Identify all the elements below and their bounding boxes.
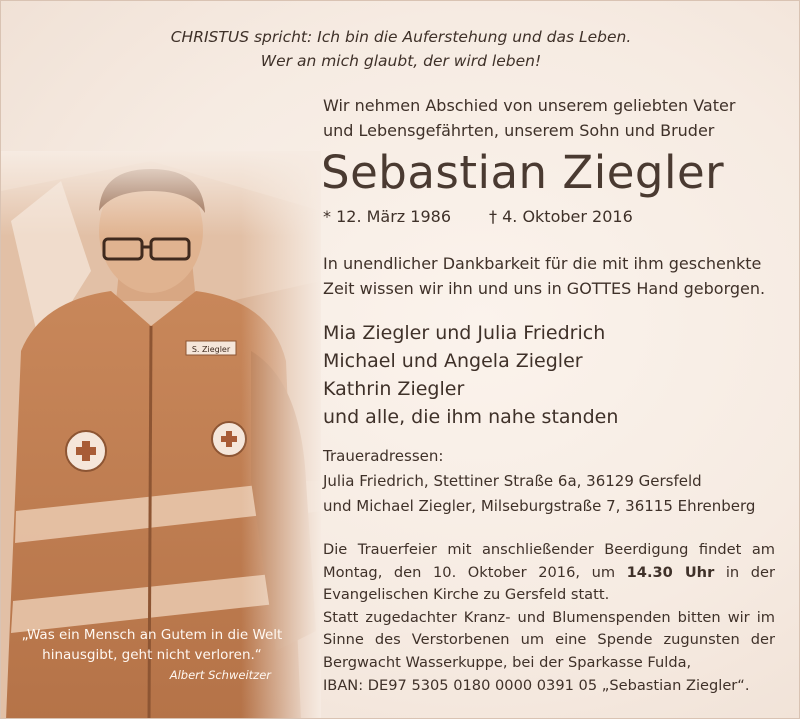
verse-line-2: Wer an mich glaubt, der wird leben! — [260, 52, 542, 70]
mourner-line: Mia Ziegler und Julia Friedrich — [323, 322, 606, 344]
service-text-after: in der Evangelischen Kirche zu Gersfeld statt. — [323, 563, 776, 604]
mourner-line: und alle, die ihm nahe standen — [323, 406, 619, 428]
thanks-line-2: Zeit wissen wir ihn und uns in GOTTES Hand geborgen. — [323, 279, 766, 298]
address-line-1: Julia Friedrich, Stettiner Straße 6a, 36129 Gersfeld — [323, 472, 702, 490]
addresses-heading: Traueradressen: — [323, 447, 444, 465]
thanks-text — [323, 251, 783, 301]
mourners-list — [323, 319, 783, 431]
address-line-2: und Michael Ziegler, Milseburgstraße 7, 36115 Ehrenberg — [323, 497, 756, 515]
service-time: 14.30 Uhr — [626, 563, 715, 581]
thanks-line-1: In unendlicher Dankbarkeit für die mit ihm geschenkte — [323, 254, 762, 273]
death-date: † 4. Oktober 2016 — [489, 207, 633, 226]
iban-line: IBAN: DE97 5305 0180 0000 0391 05 „Sebastian Ziegler“. — [323, 676, 750, 694]
mourning-addresses — [323, 444, 783, 519]
verse-line-1: CHRISTUS spricht: Ich bin die Auferstehung und das Leben. — [170, 28, 632, 46]
quote-line-1: „Was ein Mensch an Gutem in die Welt — [21, 627, 283, 643]
mourner-line: Kathrin Ziegler — [323, 378, 465, 400]
intro-line-1: Wir nehmen Abschied von unserem geliebten Vater — [323, 96, 736, 115]
funeral-service-info — [323, 539, 775, 697]
donation-paragraph: Statt zugedachter Kranz- und Blumenspenden bitten wir im Sinne des Verstorbenen um eine Spende zugunsten der Bergwacht Wasserkuppe, bei der Sparkasse Fulda, — [323, 608, 775, 671]
service-paragraph — [323, 539, 775, 607]
intro-line-2: und Lebensgefährten, unserem Sohn und Bruder — [323, 121, 715, 140]
deceased-name: Sebastian Ziegler — [321, 146, 725, 199]
bible-verse — [1, 25, 800, 73]
mourner-line: Michael und Angela Ziegler — [323, 350, 583, 372]
quote-line-2: hinausgibt, geht nicht verloren.“ — [42, 647, 262, 663]
life-dates — [323, 205, 763, 229]
birth-date: * 12. März 1986 — [323, 207, 452, 226]
quote — [21, 625, 283, 685]
intro-text — [323, 93, 783, 143]
quote-author: Albert Schweitzer — [169, 668, 271, 682]
service-text-before: Die Trauerfeier mit anschließender Beerdigung findet am Montag, den 10. Oktober 2016, um — [323, 541, 775, 581]
